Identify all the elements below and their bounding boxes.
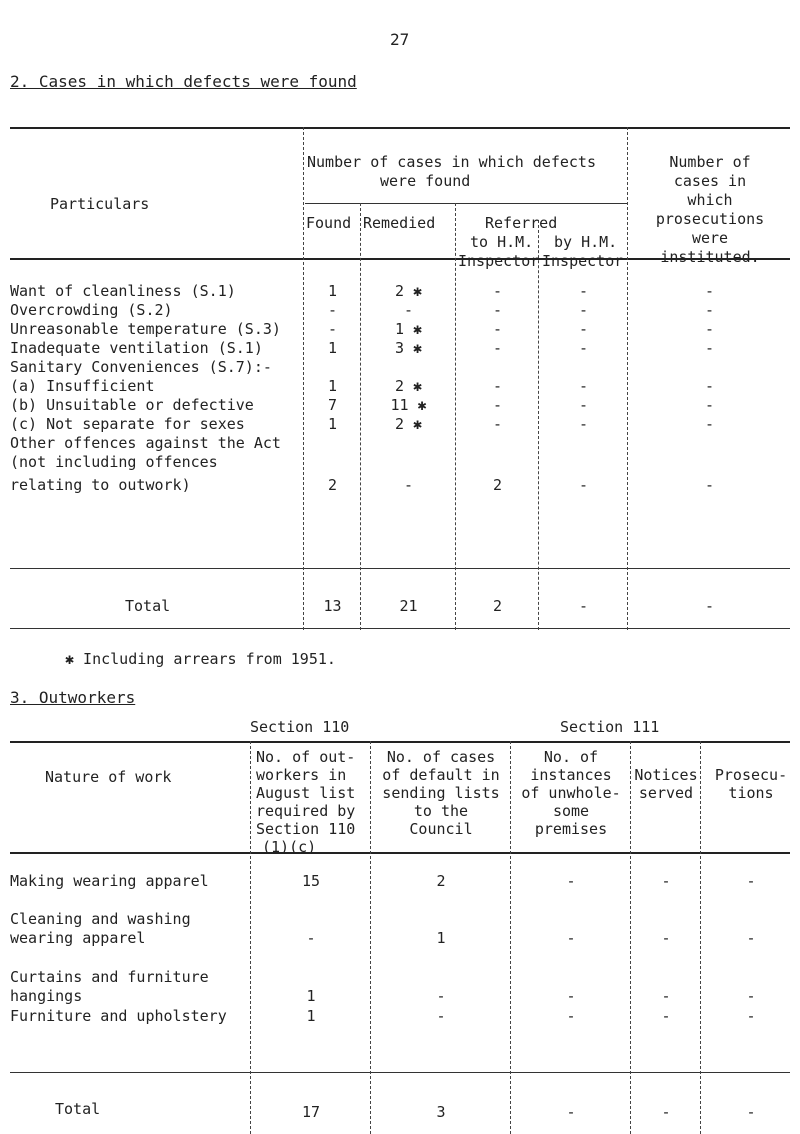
- cell-c4: -: [661, 872, 671, 890]
- table2-col-divider: [630, 741, 631, 1134]
- referred-header: Referred: [485, 214, 558, 232]
- nature-of-work-header: Nature of work: [45, 768, 172, 786]
- cell-c5: -: [746, 987, 756, 1005]
- table2-total-c4: -: [661, 1103, 671, 1121]
- table1-subheader-rule: [305, 203, 627, 204]
- section-2-heading: 2. Cases in which defects were found: [10, 72, 357, 91]
- cell-found: 1: [327, 282, 338, 300]
- total-remedied: 21: [399, 597, 418, 615]
- prosecutions-header: Number of cases in which prosecutions were instituted.: [655, 153, 765, 266]
- work-type-label: Making wearing apparel: [10, 872, 209, 890]
- cell-by: -: [578, 415, 589, 433]
- to-hm-header: to H.M.: [470, 233, 534, 251]
- cell-by: -: [578, 320, 589, 338]
- table1-col-divider: [360, 203, 361, 630]
- cell-to: -: [492, 396, 503, 414]
- cell-c4: -: [661, 987, 671, 1005]
- cell-remedied: 2 ✱: [394, 282, 423, 300]
- cell-remedied: 2 ✱: [394, 415, 423, 433]
- table2-total-c2: 3: [436, 1103, 446, 1121]
- table1-top-rule: [10, 127, 790, 129]
- cell-c3: -: [566, 872, 576, 890]
- total-label: Total: [125, 597, 171, 615]
- cell-c5: -: [746, 1007, 756, 1025]
- cell-c2: 2: [436, 872, 446, 890]
- row-label: Overcrowding (S.2): [10, 301, 173, 319]
- row-label: (a) Insufficient: [10, 377, 155, 395]
- table2-top-rule: [10, 741, 790, 743]
- page-number: 27: [390, 30, 410, 49]
- cell-c1: 15: [301, 872, 321, 890]
- total-by-hm: -: [578, 597, 589, 615]
- row-label: (not including offences: [10, 453, 218, 471]
- remedied-header: Remedied: [363, 214, 436, 232]
- cell-found: 7: [327, 396, 338, 414]
- work-type-label: Curtains and furniture: [10, 968, 209, 986]
- row-label: (b) Unsuitable or defective: [10, 396, 254, 414]
- cell-by: -: [578, 301, 589, 319]
- section-3-heading: 3. Outworkers: [10, 688, 136, 707]
- cell-c5: -: [746, 872, 756, 890]
- work-type-label: Furniture and upholstery: [10, 1007, 227, 1025]
- cell-c2: -: [436, 1007, 446, 1025]
- cell-found: 2: [327, 476, 338, 494]
- cell-c4: -: [661, 1007, 671, 1025]
- section-111-label: Section 111: [560, 718, 660, 736]
- table2-col-divider: [250, 741, 251, 1134]
- total-found: 13: [323, 597, 342, 615]
- cell-by: -: [578, 377, 589, 395]
- cell-by: -: [578, 476, 589, 494]
- row-label: Unreasonable temperature (S.3): [10, 320, 281, 338]
- table2-header-rule: [10, 852, 790, 854]
- row-label: Inadequate ventilation (S.1): [10, 339, 263, 357]
- cell-pros: -: [704, 339, 715, 357]
- cell-remedied: 11 ✱: [390, 396, 427, 414]
- defects-header-line1: Number of cases in which defects: [307, 153, 596, 171]
- table2-total-c1: 17: [301, 1103, 321, 1121]
- cell-to: -: [492, 415, 503, 433]
- notices-served-header: Notices served: [634, 766, 698, 802]
- row-label: (c) Not separate for sexes: [10, 415, 245, 433]
- table2-col-divider: [510, 741, 511, 1134]
- row-label: Want of cleanliness (S.1): [10, 282, 236, 300]
- cell-c4: -: [661, 929, 671, 947]
- cell-pros: -: [704, 415, 715, 433]
- cell-c1: 1: [306, 1007, 316, 1025]
- table2-total-c5: -: [746, 1103, 756, 1121]
- cell-remedied: 3 ✱: [394, 339, 423, 357]
- table1-bottom-rule: [10, 628, 790, 629]
- defects-header-line2: were found: [380, 172, 471, 190]
- outworkers-count-header: No. of out- workers in August list required by Section 110 (1)(c): [256, 748, 356, 856]
- cell-remedied: 2 ✱: [394, 377, 423, 395]
- cell-found: 1: [327, 377, 338, 395]
- cell-found: 1: [327, 415, 338, 433]
- work-type-label: wearing apparel: [10, 929, 146, 947]
- table1-col-divider: [455, 203, 456, 630]
- cell-pros: -: [704, 301, 715, 319]
- cell-pros: -: [704, 320, 715, 338]
- cell-c3: -: [566, 929, 576, 947]
- cell-to: -: [492, 301, 503, 319]
- cell-to: -: [492, 377, 503, 395]
- total-to-hm: 2: [492, 597, 503, 615]
- cell-pros: -: [704, 377, 715, 395]
- cell-found: -: [327, 301, 338, 319]
- table1-col-divider: [627, 127, 628, 630]
- cell-to: -: [492, 282, 503, 300]
- to-inspector-header: Inspector: [458, 252, 540, 270]
- table2-total-c3: -: [566, 1103, 576, 1121]
- cell-c1: -: [306, 929, 316, 947]
- row-label: Sanitary Conveniences (S.7):-: [10, 358, 272, 376]
- cell-to: -: [492, 339, 503, 357]
- cell-pros: -: [704, 282, 715, 300]
- row-label: Other offences against the Act: [10, 434, 281, 452]
- row-label: relating to outwork): [10, 476, 191, 494]
- cell-c2: -: [436, 987, 446, 1005]
- table1-body-rule: [10, 568, 790, 569]
- cell-c3: -: [566, 987, 576, 1005]
- cell-found: 1: [327, 339, 338, 357]
- table1-col-divider: [538, 220, 539, 630]
- by-hm-header: by H.M.: [554, 233, 618, 251]
- cell-by: -: [578, 339, 589, 357]
- cell-to: -: [492, 320, 503, 338]
- cell-c1: 1: [306, 987, 316, 1005]
- cell-c5: -: [746, 929, 756, 947]
- cell-found: -: [327, 320, 338, 338]
- cell-by: -: [578, 282, 589, 300]
- cell-c3: -: [566, 1007, 576, 1025]
- cell-c2: 1: [436, 929, 446, 947]
- table2-total-label: Total: [55, 1100, 101, 1118]
- cell-pros: -: [704, 476, 715, 494]
- particulars-header: Particulars: [50, 195, 150, 213]
- cell-pros: -: [704, 396, 715, 414]
- cell-by: -: [578, 396, 589, 414]
- cell-remedied: -: [403, 301, 414, 319]
- found-header: Found: [306, 214, 352, 232]
- default-cases-header: No. of cases of default in sending lists to the Council: [382, 748, 500, 838]
- unwholesome-premises-header: No. of instances of unwhole- some premises: [521, 748, 621, 838]
- table2-col-divider: [370, 741, 371, 1134]
- total-prosecutions: -: [704, 597, 715, 615]
- table2-col-divider: [700, 741, 701, 1134]
- section-110-label: Section 110: [250, 718, 350, 736]
- table2-body-rule: [10, 1072, 790, 1073]
- footnote: ✱ Including arrears from 1951.: [65, 650, 336, 668]
- work-type-label: hangings: [10, 987, 83, 1005]
- work-type-label: Cleaning and washing: [10, 910, 191, 928]
- cell-remedied: -: [403, 476, 414, 494]
- table1-col-divider: [303, 127, 304, 630]
- prosecutions-header-2: Prosecu- tions: [714, 766, 788, 802]
- cell-remedied: 1 ✱: [394, 320, 423, 338]
- cell-to: 2: [492, 476, 503, 494]
- by-inspector-header: Inspector: [542, 252, 624, 270]
